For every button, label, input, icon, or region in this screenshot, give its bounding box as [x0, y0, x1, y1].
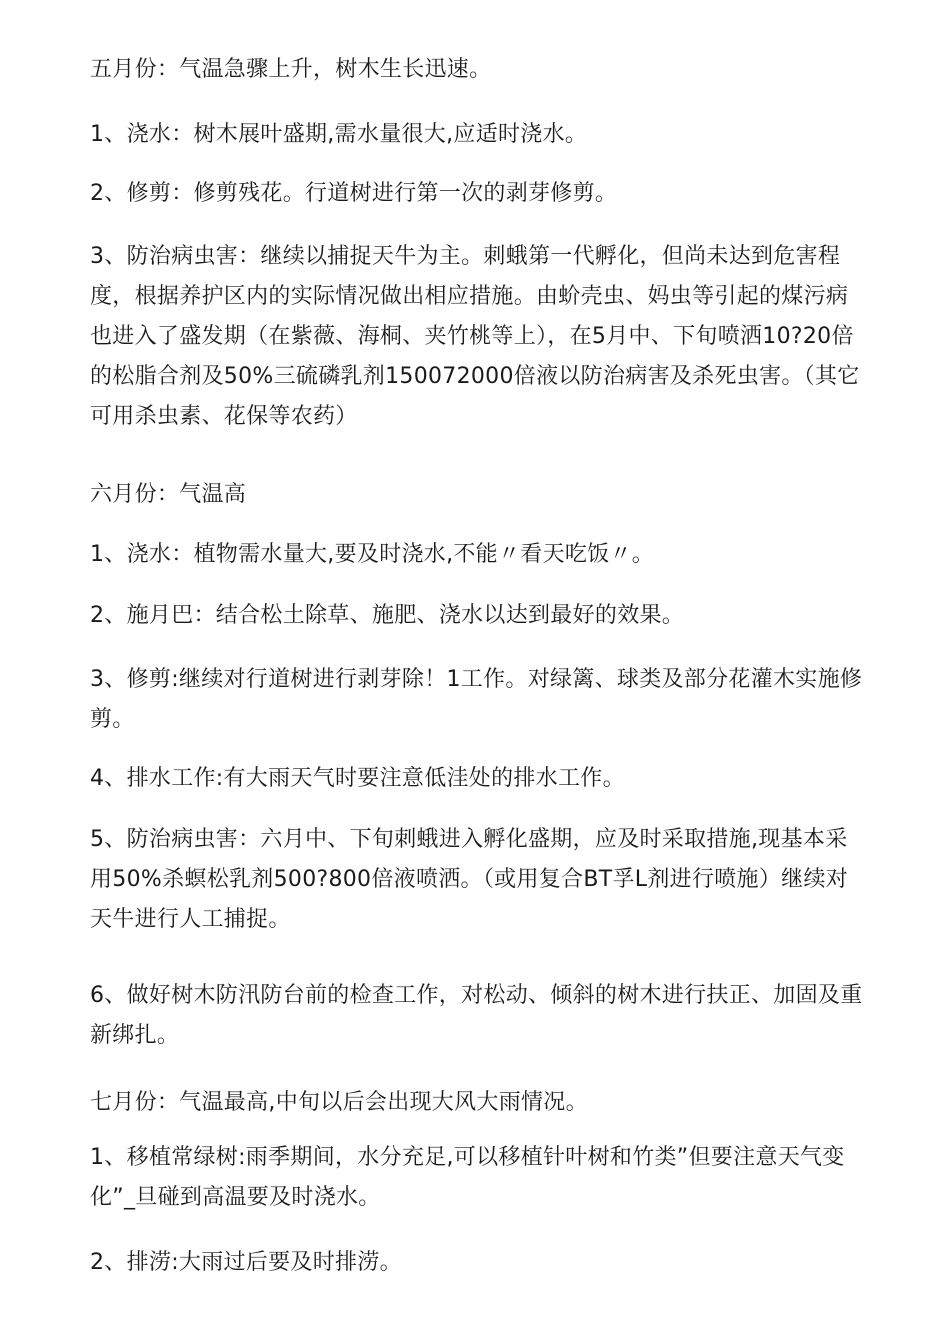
june-item-pruning: 3、修剪:继续对行道树进行剥芽除！1工作。对绿篱、球类及部分花灌木实施修剪。: [90, 667, 863, 732]
june-item-fertilizing: 2、施月巴：结合松土除草、施肥、浇水以达到最好的效果。: [90, 603, 685, 628]
june-item-watering: 1、浇水：植物需水量大,要及时浇水,不能〃看天吃饭〃。: [90, 542, 655, 567]
june-item-drainage: 4、排水工作:有大雨天气时要注意低洼处的排水工作。: [90, 766, 625, 791]
section-heading-june: 六月份：气温高: [90, 482, 247, 507]
july-item-waterlogging: 2、排涝:大雨过后要及时排涝。: [90, 1250, 402, 1275]
may-item-pruning: 2、修剪：修剪残花。行道树进行第一次的剥芽修剪。: [90, 181, 618, 206]
june-item-pest-control: 5、防治病虫害：六月中、下旬刺蛾进入孵化盛期，应及时采取措施,现基本采用50%杀螟松乳剂500?800倍液喷洒。（或用复合BT孚L剂进行喷施）继续对天牛进行人工捕捉。: [90, 827, 849, 932]
july-item-transplanting: 1、移植常绿树:雨季期间，水分充足,可以移植针叶树和竹类”但要注意天气变化”_旦碰到高温要及时浇水。: [90, 1145, 845, 1210]
may-item-watering: 1、浇水：树木展叶盛期,需水量很大,应适时浇水。: [90, 122, 588, 147]
may-item-pest-control: 3、防治病虫害：继续以捕捉天牛为主。刺蛾第一代孵化，但尚未达到危害程度，根据养护区内的实际情况做出相应措施。由蚧壳虫、妈虫等引起的煤污病也进入了盛发期（在紫薇、海桐、夹竹桃等上），在5月中、下旬喷洒10?20倍的松脂合剂及50%三硫磷乳剂150072000倍液以防治病害及杀死虫害。（其它可用杀虫素、花保等农药）: [90, 244, 860, 429]
section-heading-july: 七月份：气温最高,中旬以后会出现大风大雨情况。: [90, 1090, 588, 1115]
june-item-flood-prep: 6、做好树木防汛防台前的检查工作，对松动、倾斜的树木进行扶正、加固及重新绑扎。: [90, 983, 863, 1048]
section-heading-may: 五月份：气温急骤上升，树木生长迅速。: [90, 57, 492, 82]
